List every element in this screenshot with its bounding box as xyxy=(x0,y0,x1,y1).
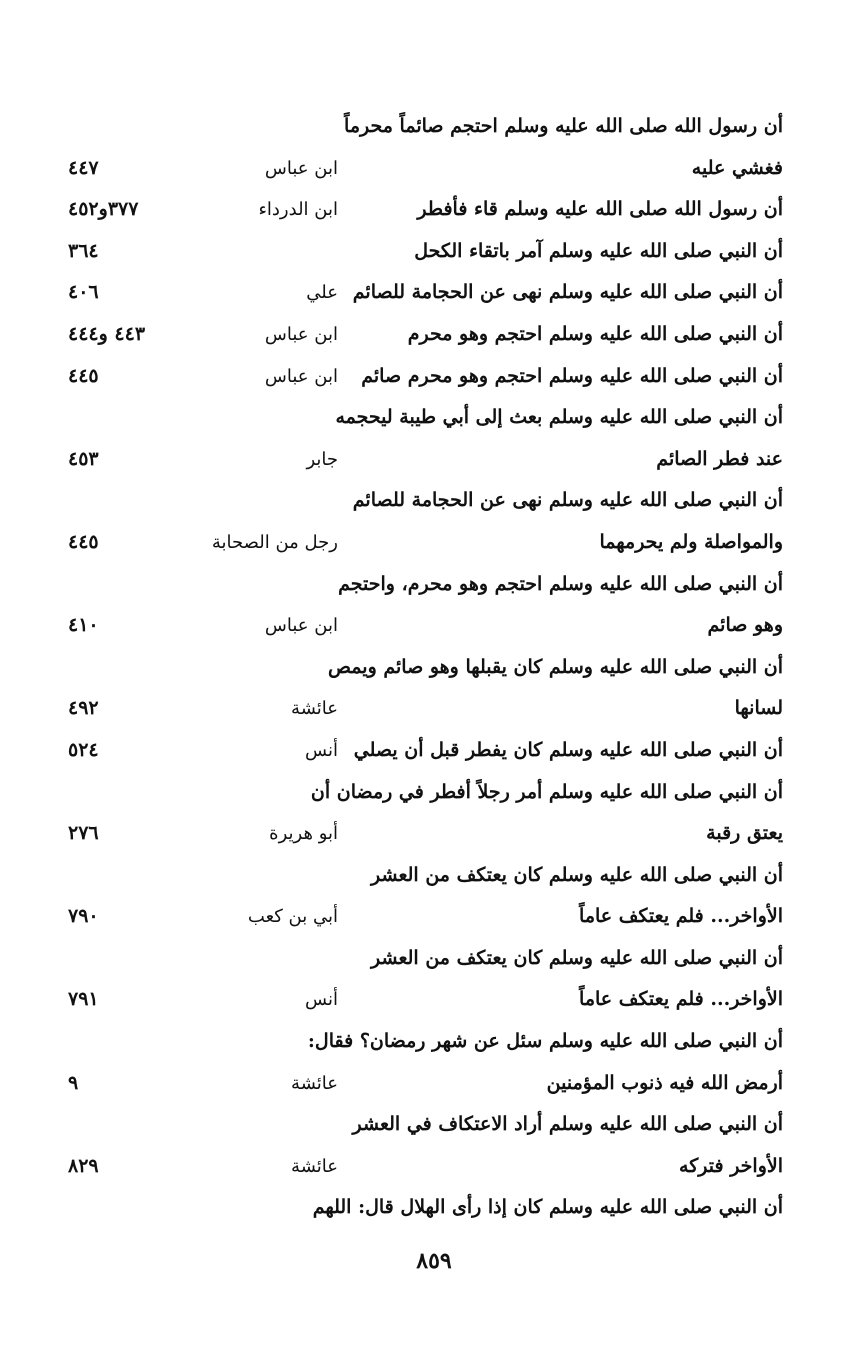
index-entry xyxy=(60,272,783,314)
index-entry xyxy=(60,605,783,647)
index-entry xyxy=(60,439,783,481)
index-entry xyxy=(60,855,783,897)
index-entry xyxy=(60,397,783,439)
narrator: عائشة xyxy=(291,1072,338,1094)
hadith-text: أرمض الله فيه ذنوب المؤمنين xyxy=(546,1071,783,1094)
reference-number: ٨٢٩ xyxy=(68,1154,99,1177)
reference-number: ٤٤٥ xyxy=(68,364,99,387)
reference-number: ٧٩٠ xyxy=(68,905,99,928)
reference-number: ٥٢٤ xyxy=(68,738,99,761)
hadith-text: أن النبي صلى الله عليه وسلم احتجم وهو محرم xyxy=(407,322,783,345)
narrator: عائشة xyxy=(291,698,338,720)
reference-number: ٣٧٧و٤٥٢ xyxy=(68,198,139,221)
narrator: ابن عباس xyxy=(264,157,338,179)
reference-number: ٣٦٤ xyxy=(68,239,99,262)
narrator: أنس xyxy=(305,739,338,761)
hadith-text: أن النبي صلى الله عليه وسلم كان يعتكف من العشر xyxy=(371,863,783,886)
index-entry xyxy=(60,1021,783,1063)
reference-number: ٤٤٧ xyxy=(68,156,99,179)
index-entry xyxy=(60,730,783,772)
hadith-text: أن النبي صلى الله عليه وسلم آمر باتقاء الكحل xyxy=(414,239,783,262)
hadith-text: عند فطر الصائم xyxy=(656,447,783,470)
reference-number: ٢٧٦ xyxy=(68,822,99,845)
narrator: أبو هريرة xyxy=(269,823,338,845)
index-entry xyxy=(60,356,783,398)
hadith-text: أن النبي صلى الله عليه وسلم أمر رجلاً أفطر في رمضان أن xyxy=(310,780,783,803)
reference-number: ٤١٠ xyxy=(68,614,99,637)
hadith-text: لسانها xyxy=(734,697,783,720)
reference-number: ٤٠٦ xyxy=(68,281,99,304)
reference-number: ٧٩١ xyxy=(68,988,99,1011)
narrator: أنس xyxy=(305,989,338,1011)
hadith-text: أن النبي صلى الله عليه وسلم نهى عن الحجامة للصائم xyxy=(352,489,783,512)
narrator: ابن عباس xyxy=(264,365,338,387)
index-entry xyxy=(60,1063,783,1105)
index-entry xyxy=(60,1146,783,1188)
reference-number: ٤٥٣ xyxy=(68,447,99,470)
index-entry xyxy=(60,522,783,564)
hadith-index-list xyxy=(60,106,783,1229)
narrator: ابن عباس xyxy=(264,615,338,637)
hadith-text: أن النبي صلى الله عليه وسلم كان يقبلها وهو صائم ويمص xyxy=(328,655,783,678)
hadith-text: أن النبي صلى الله عليه وسلم كان إذا رأى الهلال قال: اللهم xyxy=(312,1196,783,1219)
narrator: علي xyxy=(306,282,338,304)
narrator: عائشة xyxy=(291,1155,338,1177)
hadith-text: الأواخر فتركه xyxy=(679,1154,783,1177)
index-entry xyxy=(60,772,783,814)
index-entry xyxy=(60,979,783,1021)
hadith-text: أن النبي صلى الله عليه وسلم احتجم وهو محرم صائم xyxy=(361,364,783,387)
reference-number: ٤٤٣ و٤٤٤ xyxy=(68,322,146,345)
hadith-text: أن النبي صلى الله عليه وسلم كان يعتكف من العشر xyxy=(371,946,783,969)
hadith-text: أن رسول الله صلى الله عليه وسلم قاء فأفطر xyxy=(417,198,783,221)
hadith-text: أن النبي صلى الله عليه وسلم نهى عن الحجامة للصائم xyxy=(352,281,783,304)
index-entry xyxy=(60,314,783,356)
hadith-text: أن النبي صلى الله عليه وسلم أراد الاعتكاف في العشر xyxy=(352,1113,783,1136)
index-entry xyxy=(60,1104,783,1146)
index-entry xyxy=(60,189,783,231)
hadith-text: وهو صائم xyxy=(707,614,783,637)
hadith-text: أن النبي صلى الله عليه وسلم بعث إلى أبي طيبة ليحجمه xyxy=(335,406,783,429)
index-entry xyxy=(60,688,783,730)
narrator: ابن عباس xyxy=(264,323,338,345)
index-entry xyxy=(60,938,783,980)
index-entry xyxy=(60,896,783,938)
hadith-text: والمواصلة ولم يحرمهما xyxy=(599,530,783,553)
hadith-text: أن النبي صلى الله عليه وسلم كان يفطر قبل أن يصلي xyxy=(353,738,783,761)
index-entry xyxy=(60,480,783,522)
reference-number: ٩ xyxy=(68,1071,79,1094)
index-entry xyxy=(60,564,783,606)
reference-number: ٤٩٢ xyxy=(68,697,99,720)
hadith-text: أن النبي صلى الله عليه وسلم احتجم وهو محرم، واحتجم xyxy=(338,572,783,595)
hadith-text: فغشي عليه xyxy=(691,156,783,179)
index-entry xyxy=(60,231,783,273)
hadith-text: أن النبي صلى الله عليه وسلم سئل عن شهر رمضان؟ فقال: xyxy=(307,1030,783,1053)
hadith-text: الأواخر... فلم يعتكف عاماً xyxy=(579,988,783,1011)
index-entry xyxy=(60,813,783,855)
index-entry xyxy=(60,647,783,689)
narrator: رجل من الصحابة xyxy=(211,531,338,553)
hadith-text: يعتق رقبة xyxy=(706,822,783,845)
index-entry xyxy=(60,1187,783,1229)
page-number: ٨٥٩ xyxy=(416,1248,452,1274)
index-entry xyxy=(60,106,783,148)
narrator: جابر xyxy=(306,448,338,470)
narrator: ابن الدرداء xyxy=(258,199,338,221)
hadith-text: الأواخر... فلم يعتكف عاماً xyxy=(579,905,783,928)
hadith-text: أن رسول الله صلى الله عليه وسلم احتجم صائماً محرماً xyxy=(344,115,783,137)
index-entry xyxy=(60,148,783,190)
reference-number: ٤٤٥ xyxy=(68,530,99,553)
narrator: أبي بن كعب xyxy=(247,906,338,928)
